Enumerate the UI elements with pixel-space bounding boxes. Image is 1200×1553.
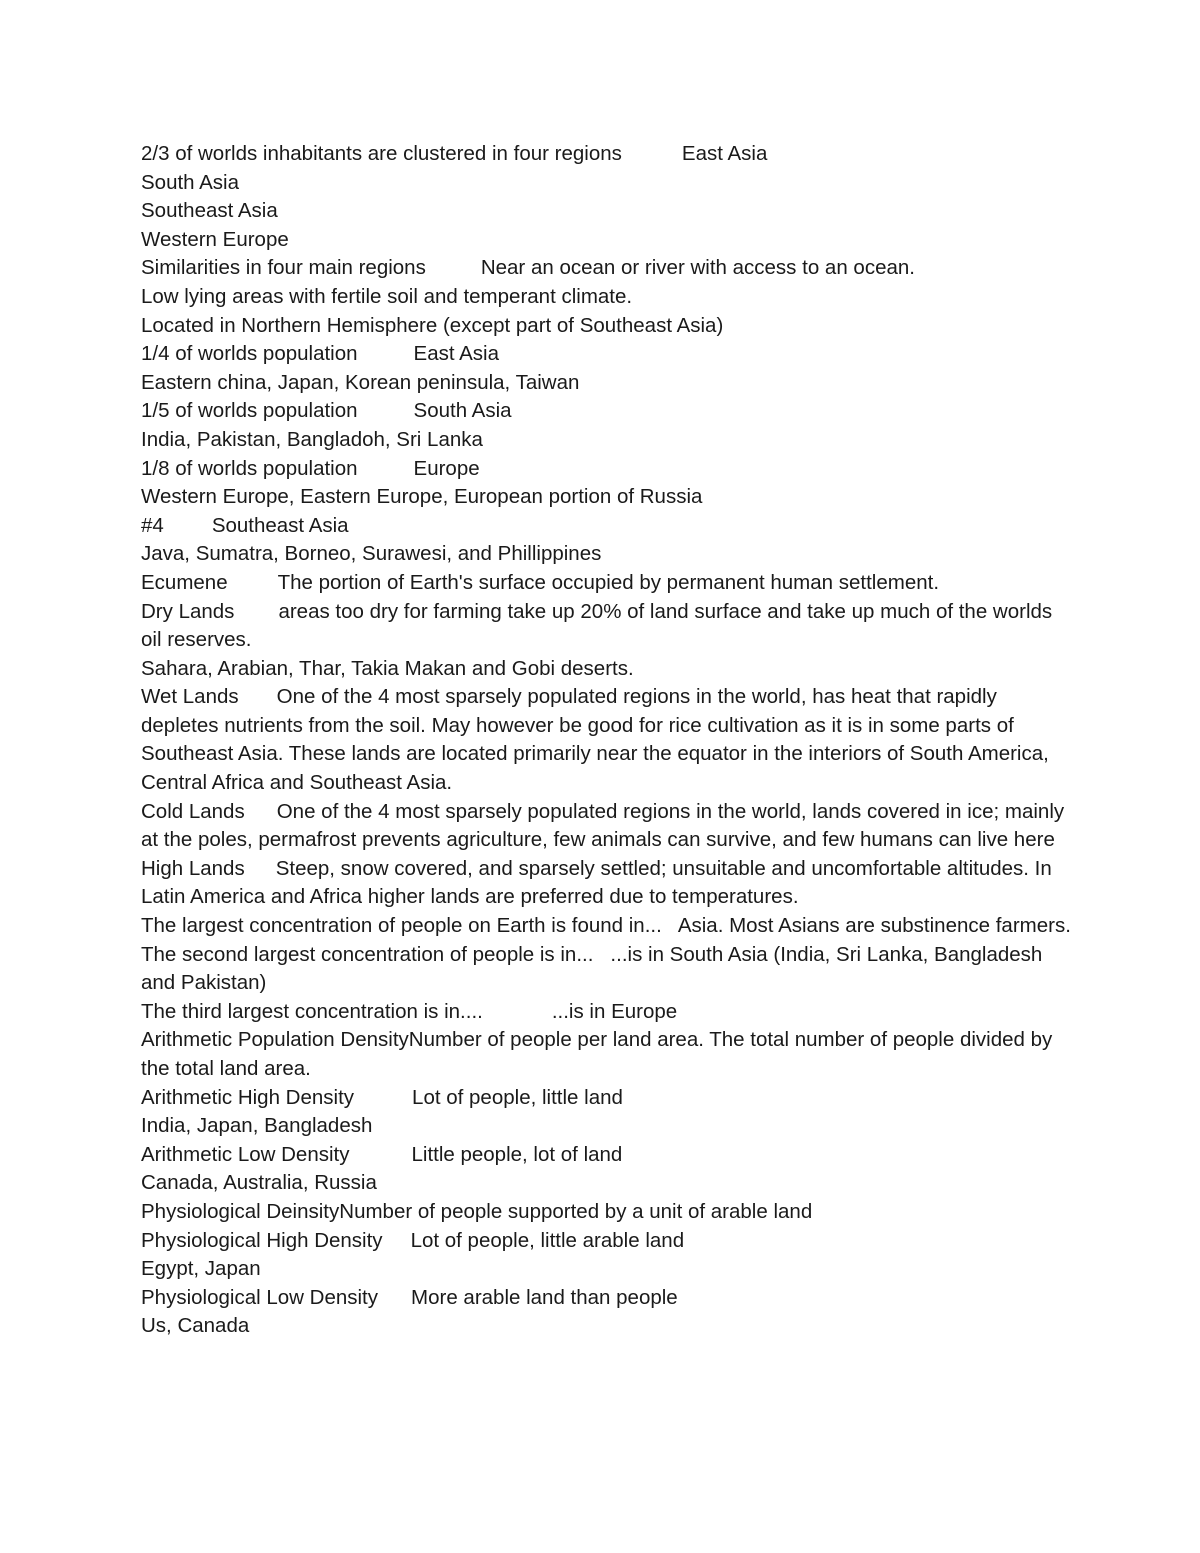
document-line <box>141 397 1071 426</box>
line-definition: ...is in South Asia (India, Sri Lanka, Bangladesh and Pakistan) <box>141 942 1043 995</box>
document-line <box>141 912 1071 941</box>
document-line <box>141 340 1071 369</box>
line-term: Physiological Deinsity <box>141 1199 340 1223</box>
line-term: Physiological Low Density <box>141 1285 379 1309</box>
line-term: Southeast Asia <box>141 199 278 223</box>
line-term: #4 <box>141 513 164 537</box>
line-term: India, Japan, Bangladesh <box>141 1114 373 1138</box>
line-term: 1/8 of worlds population <box>141 456 358 480</box>
line-term: The second largest concentration of people is in... <box>141 942 594 966</box>
document-line <box>141 169 1071 198</box>
line-definition: Steep, snow covered, and sparsely settled; unsuitable and uncomfortable altitudes. In Latin America and Africa higher lands are preferred due to temperatures. <box>141 856 1052 909</box>
line-definition: Number of people supported by a unit of arable land <box>339 1199 813 1223</box>
document-line <box>141 483 1071 512</box>
document-line <box>141 455 1071 484</box>
document-line <box>141 426 1071 455</box>
line-term: 1/5 of worlds population <box>141 399 358 423</box>
document-line <box>141 197 1071 226</box>
document-line <box>141 569 1071 598</box>
document-line <box>141 140 1071 169</box>
document-line <box>141 855 1071 912</box>
line-definition: areas too dry for farming take up 20% of land surface and take up much of the worlds oil reserves. <box>141 599 1053 652</box>
document-line <box>141 512 1071 541</box>
line-definition: Number of people per land area. The total number of people divided by the total land area. <box>141 1028 1053 1080</box>
line-term: Low lying areas with fertile soil and temperant climate. <box>141 284 633 308</box>
line-term: The third largest concentration is in.... <box>141 999 483 1023</box>
document-line <box>141 1084 1071 1113</box>
document-line <box>141 1112 1071 1141</box>
line-definition: One of the 4 most sparsely populated regions in the world, has heat that rapidly depletes nutrients from the soil. May however be good for rice cultivation as it is in some parts of Southeast Asia. These lands are located primarily near the equator in the interiors of South America, Central Africa and Southeast Asia. <box>141 685 1049 795</box>
document-body <box>141 140 1071 1341</box>
line-definition: One of the 4 most sparsely populated regions in the world, lands covered in ice; mainly at the poles, permafrost prevents agriculture, few animals can survive, and few humans can live here <box>141 799 1065 852</box>
line-term: Java, Sumatra, Borneo, Surawesi, and Phillippines <box>141 542 602 566</box>
line-term: Western Europe, Eastern Europe, European portion of Russia <box>141 485 703 509</box>
document-line <box>141 226 1071 255</box>
line-term: Similarities in four main regions <box>141 256 426 280</box>
line-definition: Lot of people, little land <box>412 1085 623 1109</box>
document-line <box>141 1284 1071 1313</box>
line-term: Arithmetic Low Density <box>141 1142 350 1166</box>
document-line <box>141 1227 1071 1256</box>
line-definition: Near an ocean or river with access to an ocean. <box>480 256 915 280</box>
line-definition: The portion of Earth's surface occupied by permanent human settlement. <box>277 570 940 594</box>
line-term: Sahara, Arabian, Thar, Takia Makan and Gobi deserts. <box>141 656 634 680</box>
document-line <box>141 798 1071 855</box>
document-line <box>141 1141 1071 1170</box>
line-term: India, Pakistan, Bangladoh, Sri Lanka <box>141 427 483 451</box>
line-term: Cold Lands <box>141 799 245 823</box>
line-term: Dry Lands <box>141 599 235 623</box>
document-line <box>141 369 1071 398</box>
document-line <box>141 1255 1071 1284</box>
document-line <box>141 540 1071 569</box>
document-line <box>141 1198 1071 1227</box>
document-line <box>141 941 1071 998</box>
line-term: Western Europe <box>141 227 289 251</box>
line-definition: East Asia <box>413 342 499 366</box>
line-term: High Lands <box>141 856 245 880</box>
line-term: Wet Lands <box>141 685 239 709</box>
line-definition: Southeast Asia <box>211 513 349 537</box>
document-line <box>141 998 1071 1027</box>
line-definition: East Asia <box>681 142 768 165</box>
line-term: Egypt, Japan <box>141 1257 261 1281</box>
line-definition: Europe <box>413 456 480 480</box>
line-term: Physiological High Density <box>141 1228 383 1252</box>
line-term: Canada, Australia, Russia <box>141 1171 377 1195</box>
line-definition: Little people, lot of land <box>411 1142 623 1166</box>
line-term: Eastern china, Japan, Korean peninsula, Taiwan <box>141 370 580 394</box>
line-term: Us, Canada <box>141 1314 250 1338</box>
document-line <box>141 1026 1071 1083</box>
document-line <box>141 683 1071 797</box>
document-line <box>141 254 1071 283</box>
line-term: South Asia <box>141 170 240 194</box>
document-line <box>141 655 1071 684</box>
document-line <box>141 1169 1071 1198</box>
line-term: 2/3 of worlds inhabitants are clustered in four regions <box>141 142 622 165</box>
document-line <box>141 1312 1071 1341</box>
line-term: The largest concentration of people on Earth is found in... <box>141 914 662 938</box>
line-definition: South Asia <box>413 399 512 423</box>
line-term: Arithmetic High Density <box>141 1085 355 1109</box>
line-term: Ecumene <box>141 570 228 594</box>
line-definition: Lot of people, little arable land <box>410 1228 685 1252</box>
document-line <box>141 283 1071 312</box>
line-term: 1/4 of worlds population <box>141 342 358 366</box>
line-definition: Asia. Most Asians are substinence farmers. <box>677 914 1071 938</box>
line-definition: ...is in Europe <box>551 999 678 1023</box>
line-definition: More arable land than people <box>411 1285 678 1309</box>
document-line <box>141 598 1071 655</box>
line-term: Located in Northern Hemisphere (except part of Southeast Asia) <box>141 313 724 337</box>
document-line <box>141 312 1071 341</box>
line-term: Arithmetic Population Density <box>141 1028 409 1052</box>
